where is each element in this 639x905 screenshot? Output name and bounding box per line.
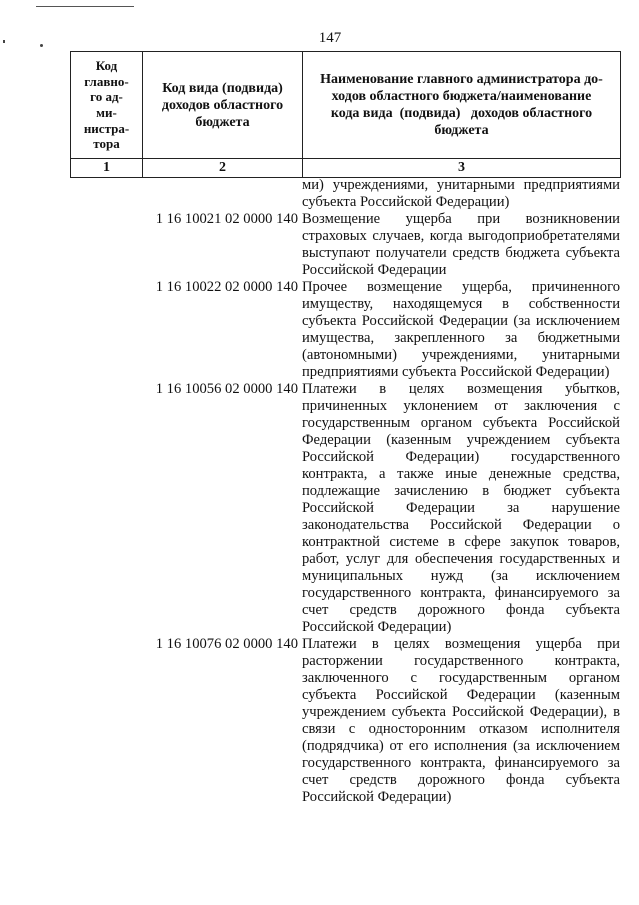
description-cell: Платежи в целях возмещения убытков, причиненных уклонением от заключения с государственным органом субъекта Российской Федерации (казенным учреждением субъекта Российской Федерации) государственного контракта, а также иные денежные средства, подлежащие зачислению в бюджет субъекта Российской Федерации за нарушение законодательства Российской Федерации о контрактной системе в сфере закупок товаров, работ, услуг для обеспечения государственных и муниципальных нужд (за исключением государственного контракта, финансируемого за счет средств дорожного фонда субъекта Российской Федерации)	[302, 381, 620, 635]
table-body	[70, 177, 620, 806]
table-header	[70, 51, 621, 178]
column-number-2: 2	[143, 159, 303, 178]
scan-speck	[3, 40, 5, 43]
column-number-3: 3	[303, 159, 621, 178]
column-number-1: 1	[71, 159, 143, 178]
admin-code-cell	[70, 636, 142, 806]
income-code-cell: 1 16 10056 02 0000 140	[155, 381, 298, 397]
admin-code-cell	[70, 381, 142, 636]
admin-code-cell	[70, 211, 142, 279]
header-name: Наименование главного администратора до- ходов областного бюджета/наименование кода вида (подвида) доходов областного бюджета	[303, 52, 621, 159]
description-cell: ми) учреждениями, унитарными предприятиями субъекта Российской Федерации)	[302, 177, 620, 210]
table-row	[70, 279, 620, 381]
page-number: 147	[318, 30, 342, 46]
header-income-code: Код вида (подвида) доходов областного бюджета	[143, 52, 303, 159]
income-code-cell: 1 16 10022 02 0000 140	[155, 279, 298, 295]
description-cell: Платежи в целях возмещения ущерба при расторжении государственного контракта, заключенного с государственным органом субъекта Российской Федерации (казенным учреждением субъекта Российской Федерации), в связи с односторонним отказом исполнителя (подрядчика) от его исполнения (за исключением государственного контракта, финансируемого за счет средств дорожного фонда субъекта Российской Федерации)	[302, 636, 620, 805]
scan-speck	[40, 44, 43, 47]
income-code-cell	[142, 177, 302, 211]
description-cell: Прочее возмещение ущерба, причиненного имуществу, находящемуся в собственности субъекта Российской Федерации (за исключением имущества, закрепленного за бюджетными (автономными) учреждениями, унитарными предприятиями субъекта Российской Федерации)	[302, 279, 620, 380]
table-row	[70, 211, 620, 279]
table-row	[70, 177, 620, 211]
income-code-cell: 1 16 10076 02 0000 140	[155, 636, 298, 652]
income-code-cell: 1 16 10021 02 0000 140	[155, 211, 298, 227]
description-cell: Возмещение ущерба при возникновении страховых случаев, когда выгодоприобретателями выступают получатели средств бюджета субъекта Российской Федерации	[302, 211, 620, 278]
admin-code-cell	[70, 279, 142, 381]
table-row	[70, 381, 620, 636]
header-admin-code: Код главно- го ад- ми- нистра- тора	[71, 52, 143, 159]
table-row	[70, 636, 620, 806]
admin-code-cell	[70, 177, 142, 211]
scan-top-line	[36, 6, 134, 7]
